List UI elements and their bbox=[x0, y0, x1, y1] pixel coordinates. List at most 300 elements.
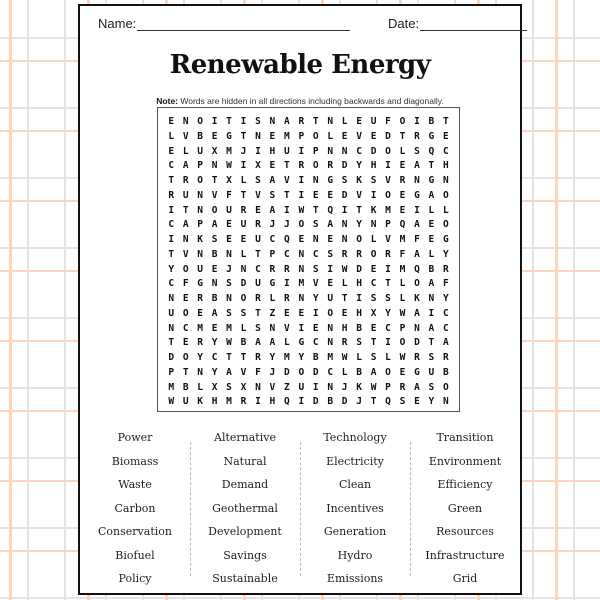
grid-cell[interactable]: E bbox=[298, 234, 305, 245]
grid-cell[interactable]: Y bbox=[442, 248, 449, 260]
grid-cell[interactable]: A bbox=[414, 381, 420, 393]
grid-cell[interactable]: E bbox=[211, 130, 218, 142]
grid-cell[interactable]: R bbox=[255, 293, 261, 304]
grid-cell[interactable]: A bbox=[283, 116, 290, 127]
grid-cell[interactable]: S bbox=[327, 248, 334, 260]
name-field[interactable] bbox=[98, 16, 350, 31]
grid-cell[interactable]: A bbox=[269, 204, 276, 216]
grid-cell[interactable]: A bbox=[442, 337, 449, 349]
grid-cell[interactable]: G bbox=[428, 130, 435, 142]
grid-cell[interactable]: N bbox=[269, 322, 276, 334]
grid-cell[interactable]: I bbox=[168, 234, 175, 245]
grid-cell[interactable]: P bbox=[399, 322, 406, 334]
grid-cell[interactable]: A bbox=[414, 307, 420, 319]
grid-cell[interactable]: U bbox=[370, 116, 377, 127]
grid-cell[interactable]: I bbox=[283, 278, 290, 290]
grid-cell[interactable]: M bbox=[399, 263, 406, 275]
grid-cell[interactable]: N bbox=[327, 322, 334, 334]
grid-cell[interactable]: E bbox=[399, 204, 406, 216]
grid-cell[interactable]: Y bbox=[385, 307, 391, 319]
grid-cell[interactable]: A bbox=[211, 307, 218, 319]
grid-cell[interactable]: L bbox=[240, 248, 247, 260]
grid-cell[interactable]: N bbox=[168, 322, 175, 334]
grid-cell[interactable]: N bbox=[341, 219, 348, 231]
grid-cell[interactable]: N bbox=[327, 145, 334, 157]
grid-cell[interactable]: L bbox=[442, 204, 449, 216]
grid-cell[interactable]: I bbox=[414, 116, 420, 127]
grid-cell[interactable]: S bbox=[211, 234, 218, 245]
grid-cell[interactable]: V bbox=[182, 248, 189, 260]
grid-cell[interactable]: G bbox=[327, 175, 334, 186]
grid-cell[interactable]: T bbox=[182, 366, 189, 378]
grid-cell[interactable]: K bbox=[370, 204, 377, 216]
grid-cell[interactable]: A bbox=[428, 322, 435, 334]
grid-cell[interactable]: O bbox=[356, 234, 362, 245]
grid-cell[interactable]: C bbox=[211, 352, 218, 363]
grid-cell[interactable]: I bbox=[298, 175, 305, 186]
grid-cell[interactable]: J bbox=[240, 145, 247, 157]
grid-cell[interactable]: S bbox=[399, 396, 406, 408]
grid-cell[interactable]: C bbox=[385, 322, 391, 334]
grid-cell[interactable]: N bbox=[269, 116, 276, 127]
grid-cell[interactable]: N bbox=[255, 130, 261, 142]
grid-cell[interactable]: T bbox=[428, 160, 435, 172]
grid-cell[interactable]: O bbox=[182, 352, 189, 363]
grid-cell[interactable]: N bbox=[226, 293, 232, 304]
grid-cell[interactable]: M bbox=[327, 352, 334, 363]
grid-cell[interactable]: D bbox=[240, 278, 247, 290]
grid-cell[interactable]: N bbox=[312, 175, 319, 186]
grid-cell[interactable]: U bbox=[255, 234, 261, 245]
grid-cell[interactable]: A bbox=[414, 248, 420, 260]
grid-cell[interactable]: S bbox=[226, 278, 232, 290]
grid-cell[interactable]: I bbox=[312, 381, 319, 393]
grid-cell[interactable]: S bbox=[370, 293, 377, 304]
grid-cell[interactable]: N bbox=[197, 366, 203, 378]
grid-cell[interactable]: R bbox=[255, 219, 261, 231]
grid-cell[interactable]: T bbox=[168, 175, 175, 186]
grid-cell[interactable]: W bbox=[298, 204, 305, 216]
grid-cell[interactable]: O bbox=[211, 204, 218, 216]
grid-cell[interactable]: E bbox=[182, 337, 189, 349]
grid-cell[interactable]: C bbox=[255, 263, 261, 275]
grid-cell[interactable]: U bbox=[283, 145, 290, 157]
grid-cell[interactable]: P bbox=[385, 219, 391, 231]
grid-cell[interactable]: I bbox=[327, 263, 334, 275]
grid-cell[interactable]: M bbox=[197, 322, 203, 334]
grid-cell[interactable]: I bbox=[428, 307, 435, 319]
grid-cell[interactable]: H bbox=[269, 396, 276, 408]
grid-cell[interactable]: C bbox=[442, 307, 449, 319]
grid-cell[interactable]: C bbox=[312, 337, 319, 349]
grid-cell[interactable]: B bbox=[356, 366, 362, 378]
grid-cell[interactable]: U bbox=[197, 263, 203, 275]
grid-cell[interactable]: P bbox=[197, 160, 203, 172]
grid-cell[interactable]: O bbox=[327, 307, 334, 319]
grid-cell[interactable]: E bbox=[442, 130, 449, 142]
grid-cell[interactable]: O bbox=[298, 366, 305, 378]
grid-cell[interactable]: R bbox=[255, 352, 261, 363]
grid-cell[interactable]: V bbox=[312, 278, 319, 290]
grid-cell[interactable]: S bbox=[428, 352, 435, 363]
grid-cell[interactable]: D bbox=[312, 396, 319, 408]
grid-cell[interactable]: V bbox=[283, 175, 290, 186]
grid-cell[interactable]: V bbox=[255, 189, 261, 201]
grid-cell[interactable]: F bbox=[226, 189, 232, 201]
grid-cell[interactable]: C bbox=[168, 219, 175, 231]
grid-cell[interactable]: N bbox=[197, 204, 203, 216]
grid-cell[interactable]: R bbox=[385, 248, 391, 260]
grid-cell[interactable]: E bbox=[255, 204, 261, 216]
grid-cell[interactable]: N bbox=[327, 337, 334, 349]
grid-cell[interactable]: P bbox=[269, 248, 276, 260]
grid-cell[interactable]: H bbox=[211, 396, 218, 408]
grid-cell[interactable]: R bbox=[356, 248, 362, 260]
grid-cell[interactable]: H bbox=[370, 160, 377, 172]
grid-cell[interactable]: C bbox=[283, 248, 290, 260]
grid-cell[interactable]: X bbox=[211, 145, 218, 157]
grid-cell[interactable]: V bbox=[269, 381, 276, 393]
grid-cell[interactable]: E bbox=[327, 234, 334, 245]
grid-cell[interactable]: S bbox=[370, 352, 377, 363]
grid-cell[interactable]: A bbox=[327, 219, 334, 231]
grid-cell[interactable]: U bbox=[428, 366, 435, 378]
grid-cell[interactable]: I bbox=[255, 145, 261, 157]
grid-cell[interactable]: N bbox=[226, 248, 232, 260]
grid-cell[interactable]: L bbox=[327, 130, 334, 142]
grid-cell[interactable]: M bbox=[283, 352, 290, 363]
grid-cell[interactable]: R bbox=[341, 248, 348, 260]
grid-cell[interactable]: T bbox=[399, 130, 406, 142]
grid-cell[interactable]: W bbox=[226, 160, 232, 172]
grid-cell[interactable]: C bbox=[327, 366, 334, 378]
grid-cell[interactable]: E bbox=[211, 263, 218, 275]
grid-cell[interactable]: O bbox=[312, 130, 319, 142]
grid-cell[interactable]: A bbox=[428, 189, 435, 201]
grid-cell[interactable]: N bbox=[341, 234, 348, 245]
grid-cell[interactable]: O bbox=[182, 263, 189, 275]
grid-cell[interactable]: I bbox=[240, 160, 247, 172]
grid-cell[interactable]: D bbox=[356, 263, 362, 275]
grid-cell[interactable]: T bbox=[428, 337, 435, 349]
grid-cell[interactable]: L bbox=[399, 145, 406, 157]
grid-cell[interactable]: J bbox=[226, 263, 232, 275]
grid-cell[interactable]: O bbox=[240, 293, 247, 304]
grid-cell[interactable]: R bbox=[168, 189, 175, 201]
grid-cell[interactable]: A bbox=[226, 366, 232, 378]
grid-cell[interactable]: O bbox=[385, 366, 391, 378]
grid-cell[interactable]: N bbox=[298, 248, 305, 260]
grid-cell[interactable]: Q bbox=[283, 234, 290, 245]
grid-cell[interactable]: D bbox=[414, 337, 420, 349]
grid-cell[interactable]: W bbox=[341, 263, 348, 275]
grid-cell[interactable]: N bbox=[182, 234, 189, 245]
grid-cell[interactable]: O bbox=[370, 248, 377, 260]
grid-cell[interactable]: I bbox=[385, 263, 391, 275]
grid-cell[interactable]: X bbox=[370, 307, 377, 319]
grid-cell[interactable]: B bbox=[356, 322, 362, 334]
grid-cell[interactable]: E bbox=[312, 189, 319, 201]
grid-cell[interactable]: S bbox=[255, 175, 261, 186]
grid-cell[interactable]: H bbox=[356, 307, 362, 319]
grid-cell[interactable]: T bbox=[211, 175, 218, 186]
grid-cell[interactable]: I bbox=[370, 189, 377, 201]
grid-cell[interactable]: T bbox=[370, 396, 377, 408]
grid-cell[interactable]: U bbox=[240, 219, 247, 231]
grid-cell[interactable]: M bbox=[298, 278, 305, 290]
grid-cell[interactable]: R bbox=[197, 337, 203, 349]
grid-cell[interactable]: I bbox=[168, 204, 175, 216]
grid-cell[interactable]: O bbox=[298, 219, 305, 231]
grid-cell[interactable]: L bbox=[399, 293, 406, 304]
grid-cell[interactable]: G bbox=[197, 278, 203, 290]
grid-cell[interactable]: T bbox=[168, 337, 175, 349]
grid-cell[interactable]: A bbox=[269, 337, 276, 349]
grid-cell[interactable]: E bbox=[370, 130, 377, 142]
grid-cell[interactable]: K bbox=[197, 234, 203, 245]
grid-cell[interactable]: L bbox=[370, 234, 377, 245]
grid-cell[interactable]: T bbox=[226, 116, 232, 127]
grid-cell[interactable]: B bbox=[428, 263, 435, 275]
grid-cell[interactable]: V bbox=[385, 175, 391, 186]
grid-cell[interactable]: G bbox=[442, 234, 449, 245]
grid-cell[interactable]: G bbox=[298, 337, 305, 349]
grid-cell[interactable]: F bbox=[385, 116, 391, 127]
grid-cell[interactable]: I bbox=[298, 396, 305, 408]
grid-cell[interactable]: E bbox=[182, 293, 189, 304]
grid-cell[interactable]: B bbox=[240, 337, 247, 349]
grid-cell[interactable]: T bbox=[356, 204, 362, 216]
word-search-grid[interactable] bbox=[157, 107, 460, 412]
grid-cell[interactable]: Y bbox=[356, 219, 362, 231]
grid-cell[interactable]: S bbox=[428, 381, 435, 393]
grid-cell[interactable]: A bbox=[211, 219, 218, 231]
grid-cell[interactable]: B bbox=[211, 248, 218, 260]
grid-cell[interactable]: O bbox=[442, 381, 449, 393]
grid-cell[interactable]: Y bbox=[197, 352, 203, 363]
grid-cell[interactable]: V bbox=[283, 322, 290, 334]
grid-cell[interactable]: O bbox=[399, 116, 406, 127]
grid-cell[interactable]: K bbox=[197, 396, 203, 408]
grid-cell[interactable]: V bbox=[385, 234, 391, 245]
grid-cell[interactable]: R bbox=[399, 381, 406, 393]
grid-cell[interactable]: T bbox=[182, 204, 189, 216]
grid-cell[interactable]: S bbox=[226, 381, 232, 393]
grid-cell[interactable]: R bbox=[240, 396, 247, 408]
grid-cell[interactable]: O bbox=[442, 219, 449, 231]
grid-cell[interactable]: M bbox=[399, 234, 406, 245]
grid-cell[interactable]: X bbox=[240, 381, 247, 393]
grid-cell[interactable]: G bbox=[226, 130, 232, 142]
grid-cell[interactable]: V bbox=[211, 189, 218, 201]
grid-cell[interactable]: T bbox=[312, 116, 319, 127]
grid-cell[interactable]: S bbox=[312, 263, 319, 275]
grid-cell[interactable]: J bbox=[283, 219, 290, 231]
grid-cell[interactable]: T bbox=[283, 189, 290, 201]
grid-cell[interactable]: G bbox=[269, 278, 276, 290]
grid-cell[interactable]: H bbox=[269, 145, 276, 157]
grid-cell[interactable]: U bbox=[298, 381, 305, 393]
grid-cell[interactable]: I bbox=[255, 396, 261, 408]
grid-cell[interactable]: P bbox=[298, 130, 305, 142]
grid-cell[interactable]: Z bbox=[283, 381, 290, 393]
grid-cell[interactable]: Y bbox=[211, 337, 218, 349]
grid-cell[interactable]: G bbox=[414, 366, 420, 378]
grid-cell[interactable]: U bbox=[327, 293, 334, 304]
grid-cell[interactable]: N bbox=[414, 322, 420, 334]
grid-cell[interactable]: N bbox=[327, 116, 334, 127]
grid-cell[interactable]: J bbox=[269, 366, 276, 378]
grid-cell[interactable]: L bbox=[168, 130, 175, 142]
grid-cell[interactable]: I bbox=[312, 307, 319, 319]
grid-cell[interactable]: D bbox=[385, 130, 391, 142]
grid-cell[interactable]: L bbox=[341, 278, 348, 290]
grid-cell[interactable]: B bbox=[197, 130, 203, 142]
grid-cell[interactable]: T bbox=[341, 293, 348, 304]
grid-cell[interactable]: E bbox=[356, 116, 362, 127]
grid-cell[interactable]: R bbox=[414, 130, 420, 142]
grid-cell[interactable]: R bbox=[283, 293, 290, 304]
grid-cell[interactable]: M bbox=[283, 130, 290, 142]
grid-cell[interactable]: I bbox=[356, 293, 362, 304]
grid-cell[interactable]: L bbox=[182, 145, 189, 157]
grid-cell[interactable]: R bbox=[399, 175, 406, 186]
grid-cell[interactable]: F bbox=[442, 278, 449, 290]
grid-cell[interactable]: X bbox=[211, 381, 218, 393]
grid-cell[interactable]: Y bbox=[298, 352, 305, 363]
grid-cell[interactable]: T bbox=[226, 352, 232, 363]
grid-cell[interactable]: O bbox=[385, 189, 391, 201]
grid-cell[interactable]: A bbox=[182, 219, 189, 231]
grid-cell[interactable]: E bbox=[269, 160, 276, 172]
grid-cell[interactable]: R bbox=[240, 204, 247, 216]
grid-cell[interactable]: F bbox=[182, 278, 189, 290]
grid-cell[interactable]: D bbox=[370, 145, 377, 157]
grid-cell[interactable]: O bbox=[197, 116, 203, 127]
grid-cell[interactable]: C bbox=[442, 145, 449, 157]
grid-cell[interactable]: M bbox=[226, 145, 232, 157]
grid-cell[interactable]: Y bbox=[428, 396, 435, 408]
grid-cell[interactable]: A bbox=[255, 337, 261, 349]
grid-cell[interactable]: U bbox=[182, 396, 189, 408]
grid-cell[interactable]: J bbox=[269, 219, 276, 231]
grid-cell[interactable]: M bbox=[385, 204, 391, 216]
grid-cell[interactable]: E bbox=[283, 307, 290, 319]
grid-cell[interactable]: S bbox=[385, 293, 391, 304]
grid-cell[interactable]: E bbox=[298, 307, 305, 319]
grid-cell[interactable]: Q bbox=[327, 204, 334, 216]
grid-cell[interactable]: V bbox=[240, 366, 247, 378]
grid-cell[interactable]: A bbox=[428, 278, 435, 290]
grid-cell[interactable]: I bbox=[240, 116, 247, 127]
grid-cell[interactable]: S bbox=[255, 322, 261, 334]
grid-cell[interactable]: I bbox=[385, 337, 391, 349]
grid-cell[interactable]: L bbox=[240, 175, 247, 186]
grid-cell[interactable]: T bbox=[255, 307, 261, 319]
grid-cell[interactable]: N bbox=[428, 293, 435, 304]
grid-cell[interactable]: E bbox=[197, 307, 203, 319]
grid-cell[interactable]: D bbox=[283, 366, 290, 378]
grid-cell[interactable]: E bbox=[168, 145, 175, 157]
grid-cell[interactable]: R bbox=[442, 352, 449, 363]
grid-cell[interactable]: N bbox=[197, 189, 203, 201]
grid-cell[interactable]: N bbox=[197, 248, 203, 260]
grid-cell[interactable]: R bbox=[298, 116, 305, 127]
grid-cell[interactable]: L bbox=[341, 366, 348, 378]
grid-cell[interactable]: T bbox=[283, 160, 290, 172]
grid-cell[interactable]: N bbox=[442, 396, 449, 408]
grid-cell[interactable]: C bbox=[356, 145, 362, 157]
grid-cell[interactable]: B bbox=[211, 293, 218, 304]
grid-cell[interactable]: O bbox=[414, 278, 420, 290]
grid-cell[interactable]: A bbox=[182, 160, 189, 172]
grid-cell[interactable]: N bbox=[341, 145, 348, 157]
grid-cell[interactable]: K bbox=[414, 293, 420, 304]
grid-cell[interactable]: N bbox=[298, 263, 305, 275]
grid-cell[interactable]: R bbox=[283, 263, 290, 275]
grid-cell[interactable]: T bbox=[240, 352, 247, 363]
grid-cell[interactable]: B bbox=[327, 396, 334, 408]
grid-cell[interactable]: S bbox=[226, 307, 232, 319]
grid-cell[interactable]: M bbox=[226, 322, 232, 334]
grid-cell[interactable]: U bbox=[255, 278, 261, 290]
grid-cell[interactable]: I bbox=[341, 204, 348, 216]
grid-cell[interactable]: A bbox=[414, 219, 420, 231]
grid-cell[interactable]: R bbox=[182, 175, 189, 186]
grid-cell[interactable]: C bbox=[168, 278, 175, 290]
grid-cell[interactable]: Q bbox=[399, 219, 406, 231]
grid-cell[interactable]: E bbox=[312, 322, 319, 334]
grid-cell[interactable]: I bbox=[211, 116, 218, 127]
grid-cell[interactable]: S bbox=[370, 175, 377, 186]
grid-cell[interactable]: E bbox=[399, 189, 406, 201]
grid-cell[interactable]: L bbox=[428, 204, 435, 216]
grid-cell[interactable]: V bbox=[182, 130, 189, 142]
grid-cell[interactable]: M bbox=[226, 396, 232, 408]
grid-cell[interactable]: H bbox=[442, 160, 449, 172]
grid-cell[interactable]: N bbox=[182, 116, 189, 127]
grid-cell[interactable]: E bbox=[269, 130, 276, 142]
grid-cell[interactable]: S bbox=[414, 145, 420, 157]
grid-cell[interactable]: I bbox=[283, 204, 290, 216]
grid-cell[interactable]: Y bbox=[442, 293, 449, 304]
grid-cell[interactable]: T bbox=[240, 189, 247, 201]
grid-cell[interactable]: N bbox=[370, 219, 377, 231]
grid-cell[interactable]: W bbox=[341, 352, 348, 363]
grid-cell[interactable]: Q bbox=[385, 396, 391, 408]
grid-cell[interactable]: L bbox=[399, 278, 406, 290]
grid-cell[interactable]: E bbox=[414, 396, 420, 408]
grid-cell[interactable]: W bbox=[168, 396, 175, 408]
grid-cell[interactable]: E bbox=[341, 130, 348, 142]
grid-cell[interactable]: Y bbox=[312, 293, 319, 304]
grid-cell[interactable]: M bbox=[168, 381, 175, 393]
grid-cell[interactable]: W bbox=[399, 352, 406, 363]
grid-cell[interactable]: T bbox=[370, 337, 377, 349]
date-field[interactable] bbox=[388, 16, 527, 31]
grid-cell[interactable]: T bbox=[255, 248, 261, 260]
grid-cell[interactable]: D bbox=[312, 366, 319, 378]
grid-cell[interactable]: I bbox=[414, 204, 420, 216]
grid-cell[interactable]: E bbox=[399, 366, 406, 378]
grid-cell[interactable]: N bbox=[327, 381, 334, 393]
grid-cell[interactable]: S bbox=[240, 307, 247, 319]
grid-cell[interactable]: I bbox=[298, 145, 305, 157]
grid-cell[interactable]: Y bbox=[269, 352, 276, 363]
grid-cell[interactable]: Z bbox=[269, 307, 276, 319]
grid-cell[interactable]: E bbox=[370, 263, 377, 275]
grid-cell[interactable]: B bbox=[428, 116, 435, 127]
